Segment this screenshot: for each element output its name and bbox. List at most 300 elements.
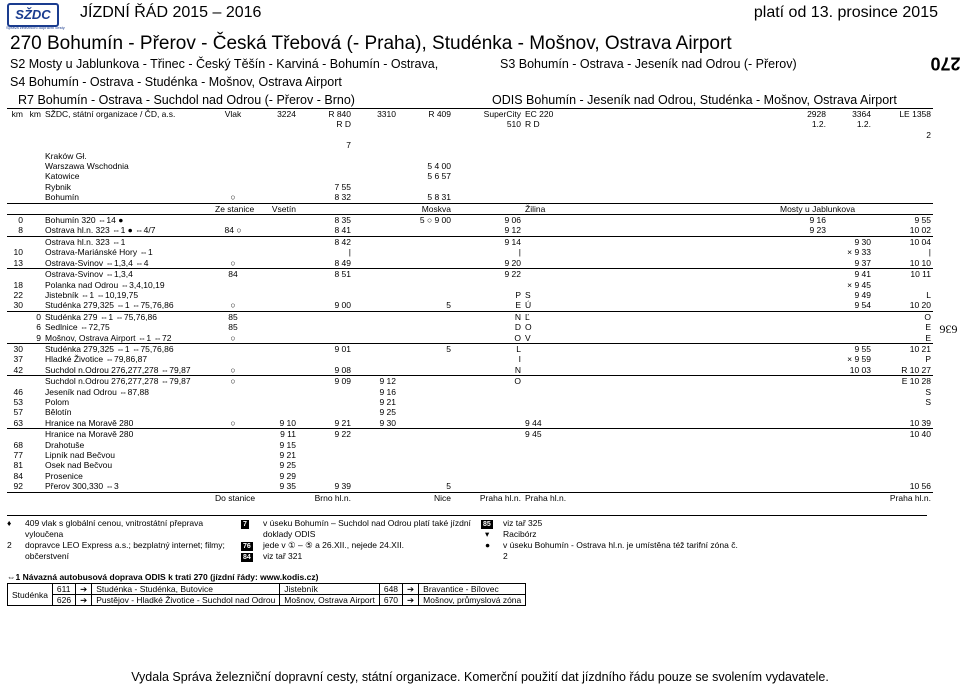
time-cell: [25, 397, 43, 407]
time-cell: |: [518, 247, 521, 258]
time-cell: 9 21: [334, 417, 351, 428]
time-cell: [213, 429, 253, 440]
time-cell: [873, 182, 933, 192]
time-cell: R 409: [398, 109, 453, 120]
time-cell: 10 11: [873, 269, 933, 280]
time-cell: [7, 192, 25, 203]
time-cell: [588, 492, 683, 503]
time-cell: [683, 300, 778, 311]
time-cell: [523, 269, 588, 280]
time-cell: [828, 418, 873, 429]
time-cell: V: [525, 332, 531, 343]
table-row: [7, 182, 933, 192]
station-cell: [43, 140, 213, 150]
time-cell: [25, 300, 43, 311]
subline-r7: R7 Bohumín - Ostrava - Suchdol nad Odrou (- Přerov - Brno): [18, 93, 355, 107]
time-cell: [253, 343, 298, 354]
time-cell: 63: [13, 417, 23, 428]
time-cell: [25, 481, 43, 492]
time-cell: S: [525, 289, 531, 300]
time-cell: [398, 151, 453, 161]
time-cell: [588, 333, 683, 344]
time-cell: [213, 407, 253, 417]
time-cell: [778, 440, 828, 450]
time-cell: [7, 429, 25, 440]
bus-cell: ➔: [403, 584, 419, 595]
time-cell: [7, 236, 25, 247]
time-cell: [453, 397, 523, 407]
time-cell: 6: [36, 322, 41, 333]
time-cell: [683, 247, 778, 257]
bus-cell: Mošnov, Ostrava Airport: [280, 595, 380, 606]
time-cell: [828, 171, 873, 181]
time-cell: [588, 269, 683, 280]
time-cell: [25, 418, 43, 429]
time-cell: [683, 343, 778, 354]
table-row: [7, 236, 933, 247]
time-cell: [25, 215, 43, 226]
time-cell: 5 4 00: [427, 161, 451, 172]
time-cell: [398, 440, 453, 450]
time-cell: Vsetín: [253, 203, 298, 214]
time-cell: Ze stanice: [215, 203, 255, 214]
time-cell: 7 55: [334, 181, 351, 192]
time-cell: [213, 151, 253, 161]
time-cell: [253, 215, 298, 226]
time-cell: Žilina: [523, 203, 588, 214]
time-cell: 9 14: [453, 236, 523, 247]
time-cell: 9 10: [279, 417, 296, 428]
table-row: [7, 343, 933, 354]
time-cell: [453, 140, 523, 150]
time-cell: 9 25: [379, 407, 396, 418]
time-cell: O: [873, 311, 933, 322]
time-cell: [298, 203, 353, 214]
table-row: [7, 397, 933, 407]
station-cell: [43, 203, 213, 214]
time-cell: 8 49: [334, 257, 351, 268]
time-cell: [523, 247, 588, 257]
time-cell: [778, 333, 828, 344]
time-cell: [253, 236, 298, 247]
bus-cell: 611: [52, 584, 75, 595]
time-cell: [25, 171, 43, 181]
time-cell: [398, 333, 453, 344]
note-1-symbol: ♦: [7, 518, 12, 528]
table-row: [7, 161, 933, 171]
time-cell: [453, 203, 523, 214]
time-cell: [253, 140, 298, 150]
table-row: [7, 311, 933, 322]
station-cell: Bělotín: [45, 407, 72, 418]
time-cell: [683, 333, 778, 344]
logo-subtext: Správa železniční dopravní cesty: [6, 25, 65, 30]
time-cell: [523, 182, 588, 192]
time-cell: [398, 130, 453, 140]
time-cell: [213, 481, 253, 492]
time-cell: [828, 182, 873, 192]
time-cell: [253, 247, 298, 257]
bus-cell: 626: [52, 595, 75, 606]
time-cell: [828, 492, 873, 503]
table-row: [7, 171, 933, 181]
table-row: [7, 333, 933, 344]
time-cell: R D: [336, 119, 351, 130]
time-cell: [353, 130, 398, 140]
time-cell: [398, 471, 453, 481]
time-cell: × 9 45: [847, 279, 871, 290]
time-cell: [453, 130, 523, 140]
bus-cell: ➔: [76, 584, 92, 595]
time-cell: [253, 407, 298, 417]
time-cell: [7, 203, 25, 214]
time-cell: 3310: [353, 109, 398, 120]
time-cell: 53: [13, 396, 23, 407]
time-cell: [828, 130, 873, 140]
time-cell: [398, 450, 453, 460]
time-cell: [353, 203, 398, 214]
time-cell: [588, 300, 683, 311]
time-cell: [873, 450, 933, 460]
time-cell: [253, 280, 298, 290]
table-row: [7, 471, 933, 481]
time-cell: 0: [7, 215, 25, 226]
time-cell: [398, 418, 453, 429]
time-cell: 5: [398, 343, 453, 354]
time-cell: [683, 119, 778, 129]
time-cell: [523, 225, 588, 236]
time-cell: [683, 140, 778, 150]
time-cell: 9 37: [854, 257, 871, 268]
time-cell: 9 23: [809, 225, 826, 236]
time-cell: [25, 343, 43, 354]
time-cell: [778, 460, 828, 470]
time-cell: R 840: [298, 109, 353, 120]
time-cell: [588, 192, 683, 203]
time-cell: [523, 130, 588, 140]
time-cell: [588, 171, 683, 181]
time-cell: [453, 280, 523, 290]
note-2: dopravce LEO Express a.s.; bezplatný internet; filmy; občerstvení: [25, 540, 225, 561]
time-cell: 8 51: [298, 269, 353, 280]
time-cell: [588, 407, 683, 417]
time-cell: Praha hl.n.: [523, 492, 588, 503]
time-cell: [25, 161, 43, 171]
time-cell: [25, 119, 43, 129]
time-cell: [213, 471, 253, 481]
time-cell: 9 11: [253, 429, 298, 440]
time-cell: [253, 130, 298, 140]
time-cell: 85: [213, 311, 253, 322]
table-row: [7, 429, 933, 440]
time-cell: [683, 311, 778, 322]
note-5: viz tař 321: [263, 551, 303, 561]
time-cell: 46: [13, 386, 23, 397]
time-cell: [683, 236, 778, 247]
time-cell: Mosty u Jablunkova: [780, 203, 856, 214]
table-row: [7, 300, 933, 311]
time-cell: 10 10: [909, 257, 931, 268]
time-cell: [453, 440, 523, 450]
time-cell: [778, 269, 828, 280]
time-cell: E: [925, 332, 931, 343]
time-cell: [25, 387, 43, 397]
station-cell: Osek nad Bečvou: [45, 460, 113, 471]
time-cell: [7, 333, 25, 344]
time-cell: [353, 269, 398, 280]
time-cell: [453, 192, 523, 203]
note-5-symbol: 84: [243, 554, 251, 561]
bus-cell: Mošnov, průmyslová zóna: [419, 595, 526, 606]
time-cell: [7, 151, 25, 161]
table-row: [7, 203, 933, 214]
time-cell: [523, 471, 588, 481]
time-cell: [828, 215, 873, 226]
subline-s2: S2 Mosty u Jablunkova - Třinec - Český Těšín - Karviná - Bohumín - Ostrava,: [10, 57, 439, 71]
time-cell: [778, 236, 828, 247]
time-cell: |: [928, 247, 931, 258]
time-cell: 0: [25, 311, 43, 322]
time-cell: [683, 460, 778, 470]
time-cell: [778, 171, 828, 181]
time-cell: [453, 429, 523, 440]
time-cell: [213, 460, 253, 470]
time-cell: [588, 203, 683, 214]
time-cell: [25, 151, 43, 161]
time-cell: [7, 171, 25, 181]
time-cell: 9 55: [828, 343, 873, 354]
time-cell: [828, 397, 873, 407]
time-cell: 1.2.: [811, 119, 826, 130]
time-cell: km: [7, 109, 25, 120]
time-cell: 8 35: [298, 215, 353, 226]
time-cell: [683, 258, 778, 269]
time-cell: [25, 225, 43, 236]
time-cell: 5 6 57: [427, 171, 451, 182]
time-cell: [588, 280, 683, 290]
time-cell: [25, 247, 43, 257]
time-cell: [828, 333, 873, 344]
time-cell: [828, 460, 873, 470]
time-cell: [25, 407, 43, 417]
time-cell: [25, 471, 43, 481]
table-row: [7, 109, 933, 120]
time-cell: N: [514, 364, 521, 375]
time-cell: [453, 471, 523, 481]
time-cell: Praha hl.n.: [873, 492, 933, 503]
station-cell: Bohumín: [45, 192, 80, 203]
time-cell: [683, 215, 778, 226]
note-6: viz tař 325: [503, 518, 543, 528]
time-cell: [588, 225, 683, 236]
time-cell: 9 49: [854, 289, 871, 300]
time-cell: [298, 171, 353, 181]
time-cell: [778, 343, 828, 354]
time-cell: 9 00: [334, 300, 351, 311]
time-cell: 10 21: [873, 343, 933, 354]
time-cell: [7, 182, 25, 192]
time-cell: [453, 182, 523, 192]
time-cell: [778, 161, 828, 171]
time-cell: [353, 161, 398, 171]
note-3-symbol: 7: [243, 521, 247, 528]
time-cell: [25, 460, 43, 470]
station-cell: Ostrava hl.n. 323 ⇔1: [43, 236, 213, 247]
time-cell: 5: [446, 300, 451, 311]
time-cell: [683, 365, 778, 376]
note-6-symbol: 85: [483, 521, 491, 528]
time-cell: O: [453, 376, 523, 387]
time-cell: 1.2.: [856, 119, 871, 130]
time-cell: [253, 300, 298, 311]
time-cell: 8 41: [334, 225, 351, 236]
time-cell: [353, 471, 398, 481]
station-cell: Studénka 279,325 ⇔1 ⇔75,76,86: [43, 343, 213, 354]
time-cell: 2: [926, 129, 931, 140]
time-cell: [588, 215, 683, 226]
time-cell: [253, 311, 298, 322]
time-cell: [298, 450, 353, 460]
station-cell: Hranice na Moravě 280: [43, 429, 213, 440]
time-cell: [778, 290, 828, 300]
time-cell: [828, 440, 873, 450]
note-1: 409 vlak s globální cenou, vnitrostátní přeprava vyloučena: [25, 518, 204, 539]
time-cell: [453, 161, 523, 171]
station-cell: Ostrava hl.n. 323 ⇔1 ● ⇔4/7: [45, 225, 156, 236]
time-cell: 9 22: [453, 269, 523, 280]
time-cell: [588, 460, 683, 470]
time-cell: [298, 290, 353, 300]
time-cell: [353, 290, 398, 300]
time-cell: [588, 311, 683, 322]
time-cell: [588, 450, 683, 460]
bus-connections-title: ⇔1 Návazná autobusová doprava ODIS k trati 270 (jízdní řády: www.kodis.cz): [7, 572, 319, 582]
time-cell: [873, 140, 933, 150]
time-cell: [523, 376, 588, 387]
time-cell: [828, 471, 873, 481]
time-cell: 81: [13, 460, 23, 471]
time-cell: [778, 397, 828, 407]
time-cell: 84 ○: [224, 225, 242, 236]
time-cell: 92: [13, 481, 23, 492]
time-cell: [828, 140, 873, 150]
time-cell: [453, 450, 523, 460]
time-cell: [298, 354, 353, 364]
time-cell: [778, 354, 828, 364]
time-cell: ○: [230, 257, 236, 268]
time-cell: 9 45: [523, 429, 588, 440]
time-cell: [298, 161, 353, 171]
table-row: [7, 130, 933, 140]
time-cell: 510: [506, 119, 521, 130]
station-cell: Studénka 279 ⇔1 ⇔75,76,86: [43, 311, 213, 322]
time-cell: [7, 322, 25, 332]
time-cell: [213, 343, 253, 354]
time-cell: [453, 151, 523, 161]
time-cell: 10 02: [909, 225, 931, 236]
time-cell: [828, 481, 873, 492]
time-cell: 10 40: [873, 429, 933, 440]
time-cell: [683, 280, 778, 290]
table-row: [7, 387, 933, 397]
note-8: v úseku Bohumín - Ostrava hl.n. je umístěna též tarifní zóna č. 2: [503, 540, 738, 561]
time-cell: [588, 354, 683, 364]
time-cell: [778, 322, 828, 332]
time-cell: 9 21: [279, 450, 296, 460]
time-cell: 84: [213, 269, 253, 280]
time-cell: [253, 151, 298, 161]
time-cell: [298, 280, 353, 290]
time-cell: [683, 322, 778, 332]
time-cell: [683, 481, 778, 492]
time-cell: E: [925, 322, 931, 333]
note-4: jede v ① – ⑤ a 26.XII., nejede 24.XII.: [263, 540, 404, 550]
time-cell: [588, 151, 683, 161]
time-cell: [453, 171, 523, 181]
time-cell: [253, 171, 298, 181]
time-cell: [213, 290, 253, 300]
time-cell: [873, 471, 933, 481]
side-line-number: 270: [930, 53, 961, 74]
time-cell: [778, 481, 828, 492]
time-cell: 5: [446, 481, 451, 492]
time-cell: [353, 354, 398, 364]
time-cell: [353, 333, 398, 344]
time-cell: 42: [13, 364, 23, 375]
time-cell: [7, 492, 25, 503]
time-cell: [778, 258, 828, 269]
time-cell: [523, 397, 588, 407]
time-cell: [778, 429, 828, 440]
time-cell: 9 09: [298, 376, 353, 387]
station-cell: [43, 492, 213, 503]
time-cell: [253, 322, 298, 332]
time-cell: 9: [36, 332, 41, 343]
time-cell: [253, 376, 298, 387]
time-cell: [778, 450, 828, 460]
station-cell: Mošnov, Ostrava Airport ⇔1 ⇔72: [45, 332, 172, 343]
table-row: [7, 247, 933, 257]
time-cell: [353, 192, 398, 203]
time-cell: 8: [18, 225, 23, 236]
time-cell: [25, 192, 43, 203]
time-cell: [523, 140, 588, 150]
time-cell: [25, 492, 43, 503]
time-cell: [683, 109, 778, 120]
time-cell: [213, 140, 253, 150]
time-cell: [588, 471, 683, 481]
time-cell: 18: [13, 279, 23, 290]
time-cell: [213, 440, 253, 450]
time-cell: × 9 33: [847, 247, 871, 258]
station-cell: Jistebník ⇔1 ⇔10,19,75: [45, 289, 139, 300]
station-cell: Polanka nad Odrou ⇔3,4,10,19: [45, 279, 165, 290]
time-cell: [213, 247, 253, 257]
time-cell: SuperCity: [453, 109, 523, 120]
note-2-symbol: 2: [7, 540, 12, 550]
time-cell: [25, 269, 43, 280]
time-cell: [298, 130, 353, 140]
bus-cell: Jistebník: [280, 584, 380, 595]
subline-odis: ODIS Bohumín - Jeseník nad Odrou, Studénka - Mošnov, Ostrava Airport: [492, 93, 897, 107]
time-cell: [398, 247, 453, 257]
time-cell: km: [25, 109, 43, 120]
time-cell: 8 32: [334, 192, 351, 203]
time-cell: [588, 376, 683, 387]
time-cell: ○: [213, 376, 253, 387]
time-cell: [213, 215, 253, 226]
time-cell: [213, 161, 253, 171]
